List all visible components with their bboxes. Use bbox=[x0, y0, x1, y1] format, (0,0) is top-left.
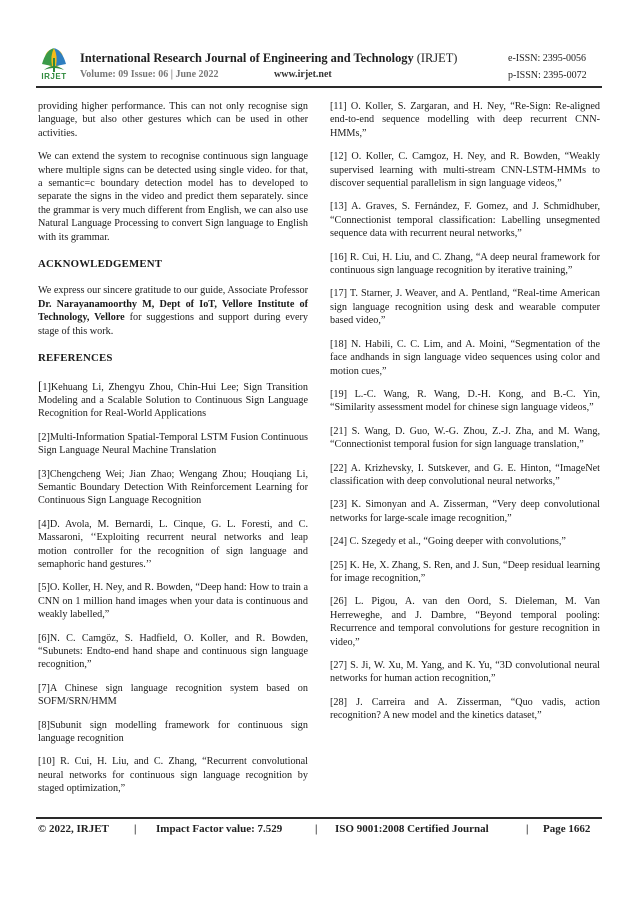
ack-post: for suggestions and support during every stage of this work. bbox=[38, 312, 309, 337]
journal-website[interactable]: www.irjet.net bbox=[274, 69, 332, 80]
footer-copyright: © 2022, IRJET bbox=[38, 823, 109, 835]
journal-name: International Research Journal of Engineering and Technology bbox=[80, 51, 414, 65]
journal-meta bbox=[80, 69, 332, 80]
reference-item: [17] T. Starner, J. Weaver, and A. Pentland, “Real-time American sign language recognition using desk and wearable computer based video,” bbox=[330, 288, 600, 327]
footer-separator: | bbox=[526, 823, 529, 835]
reference-item: [3]Chengcheng Wei; Jian Zhao; Wengang Zhou; Houqiang Li, Semantic Boundary Detection With Reinforcement Learning for Continuous Sign Language Recognition bbox=[38, 468, 308, 507]
reference-item: [2]Multi-Information Spatial-Temporal LSTM Fusion Continuous Sign Language Neural Machine Translation bbox=[38, 431, 308, 457]
reference-item: [11] O. Koller, S. Zargaran, and H. Ney, “Re-Sign: Re-aligned end-to-end sequence modelling with deep recurrent CNN-HMMs,” bbox=[330, 101, 600, 139]
right-column bbox=[330, 100, 600, 733]
reference-item: [23] K. Simonyan and A. Zisserman, “Very deep convolutional networks for large-scale image recognition,” bbox=[330, 499, 600, 524]
reference-item: [19] L.-C. Wang, R. Wang, D.-H. Kong, and B.-C. Yin, “Similarity assessment model for chinese sign language videos,” bbox=[330, 388, 600, 414]
reference-item: [22] A. Krizhevsky, I. Sutskever, and G. E. Hinton, “ImageNet classification with deep convolutional neural networks,” bbox=[330, 462, 600, 487]
reference-item: [7]A Chinese sign language recognition system based on SOFM/SRN/HMM bbox=[38, 682, 308, 708]
footer-divider bbox=[36, 817, 602, 819]
body-paragraph: We can extend the system to recognise continuous sign language where multiple signs can be detected using single video. for that, a semantic=c boundary detection model has to developed to separate the signs in the video and predict them separately. since the grammar is very much different from English, we can also use Natural Language Processing to convert Sign language to English with its grammar. bbox=[38, 151, 308, 243]
reference-item bbox=[38, 379, 308, 421]
journal-title bbox=[80, 51, 457, 66]
reference-item: [26] L. Pigou, A. van den Oord, S. Dieleman, M. Van Herreweghe, and J. Dambre, “Beyond temporal pooling: Recurrence and temporal convolutions for gesture recognition in video,” bbox=[330, 596, 600, 648]
references-heading: REFERENCES bbox=[38, 352, 113, 365]
reference-item: [6]N. C. Camgöz, S. Hadfield, O. Koller, and R. Bowden, “Subunets: Endto-end hand shape and continuous sign language recognition,” bbox=[38, 632, 308, 671]
logo-text: IRJET bbox=[41, 72, 67, 81]
acknowledgement-heading: ACKNOWLEDGEMENT bbox=[38, 258, 163, 271]
reference-bracket: [ bbox=[38, 377, 43, 393]
reference-item: [10] R. Cui, H. Liu, and C. Zhang, “Recurrent convolutional neural networks for continuous sign language recognition by staged optimization,” bbox=[38, 756, 308, 795]
volume-issue: Volume: 09 Issue: 06 | June 2022 bbox=[80, 69, 219, 80]
footer-impact-factor: Impact Factor value: 7.529 bbox=[156, 823, 283, 835]
header-divider bbox=[36, 86, 602, 88]
body-paragraph: providing higher performance. This can not only recognise sign language, but also other gestures which can be used in other activities. bbox=[38, 101, 308, 139]
reference-item: [13] A. Graves, S. Fernández, F. Gomez, and J. Schmidhuber, “Connectionist temporal classification: Labelling unsegmented sequence data with recurrent neural networks,” bbox=[330, 201, 600, 240]
reference-item: [8]Subunit sign modelling framework for continuous sign language recognition bbox=[38, 719, 308, 745]
footer-page-number: Page 1662 bbox=[543, 823, 591, 835]
acknowledgement-text bbox=[38, 284, 308, 338]
reference-item: [24] C. Szegedy et al., “Going deeper with convolutions,” bbox=[330, 536, 566, 548]
left-column bbox=[38, 100, 308, 806]
reference-item: [16] R. Cui, H. Liu, and C. Zhang, “A deep neural framework for continuous sign language recognition by iterative training,” bbox=[330, 251, 600, 277]
reference-item: [12] O. Koller, C. Camgoz, H. Ney, and R. Bowden, “Weakly supervised learning with multi-stream CNN-LSTM-HMMs to discover sequential parallelism in sign language videos,” bbox=[330, 151, 600, 190]
journal-header bbox=[0, 0, 638, 90]
reference-text: 1]Kehuang Li, Zhengyu Zhou, Chin-Hui Lee; Sign Transition Modeling and a Scalable Solution to Continuous Sign Language Recognition for Real-World Applications bbox=[38, 381, 308, 420]
reference-item: [4]D. Avola, M. Bernardi, L. Cinque, G. L. Foresti, and C. Massaroni, ‘‘Exploiting recurrent neural networks and leap motion controller for the recognition of sign language and semaphoric hand gestures.’’ bbox=[38, 518, 308, 570]
reference-item: [27] S. Ji, W. Xu, M. Yang, and K. Yu, “3D convolutional neural networks for human action recognition,” bbox=[330, 660, 600, 685]
footer-separator: | bbox=[134, 823, 137, 835]
footer-iso: ISO 9001:2008 Certified Journal bbox=[335, 823, 489, 835]
footer-separator: | bbox=[315, 823, 318, 835]
journal-abbr: (IRJET) bbox=[416, 51, 458, 65]
reference-item: [28] J. Carreira and A. Zisserman, “Quo vadis, action recognition? A new model and the kinetics dataset,” bbox=[330, 696, 600, 722]
reference-item: [25] K. He, X. Zhang, S. Ren, and J. Sun, “Deep residual learning for image recognition,” bbox=[330, 559, 600, 584]
p-issn: p-ISSN: 2395-0072 bbox=[508, 70, 587, 81]
reference-item: [18] N. Habili, C. C. Lim, and A. Moini, “Segmentation of the face andhands in sign language video sequences using color and motion cues,” bbox=[330, 338, 600, 377]
reference-item: [21] S. Wang, D. Guo, W.-G. Zhou, Z.-J. Zha, and M. Wang, “Connectionist temporal fusion for sign language translation,” bbox=[330, 425, 600, 451]
ack-guide: Dr. Narayanamoorthy M, Dept of IoT, Vellore Institute of Technology, Vellore bbox=[38, 298, 308, 324]
e-issn: e-ISSN: 2395-0056 bbox=[508, 53, 587, 64]
reference-item: [5]O. Koller, H. Ney, and R. Bowden, “Deep hand: How to train a CNN on 1 million hand images when your data is continuous and weakly labelled,” bbox=[38, 582, 308, 621]
ack-pre: We express our sincere gratitude to our guide, Associate Professor bbox=[38, 285, 308, 297]
